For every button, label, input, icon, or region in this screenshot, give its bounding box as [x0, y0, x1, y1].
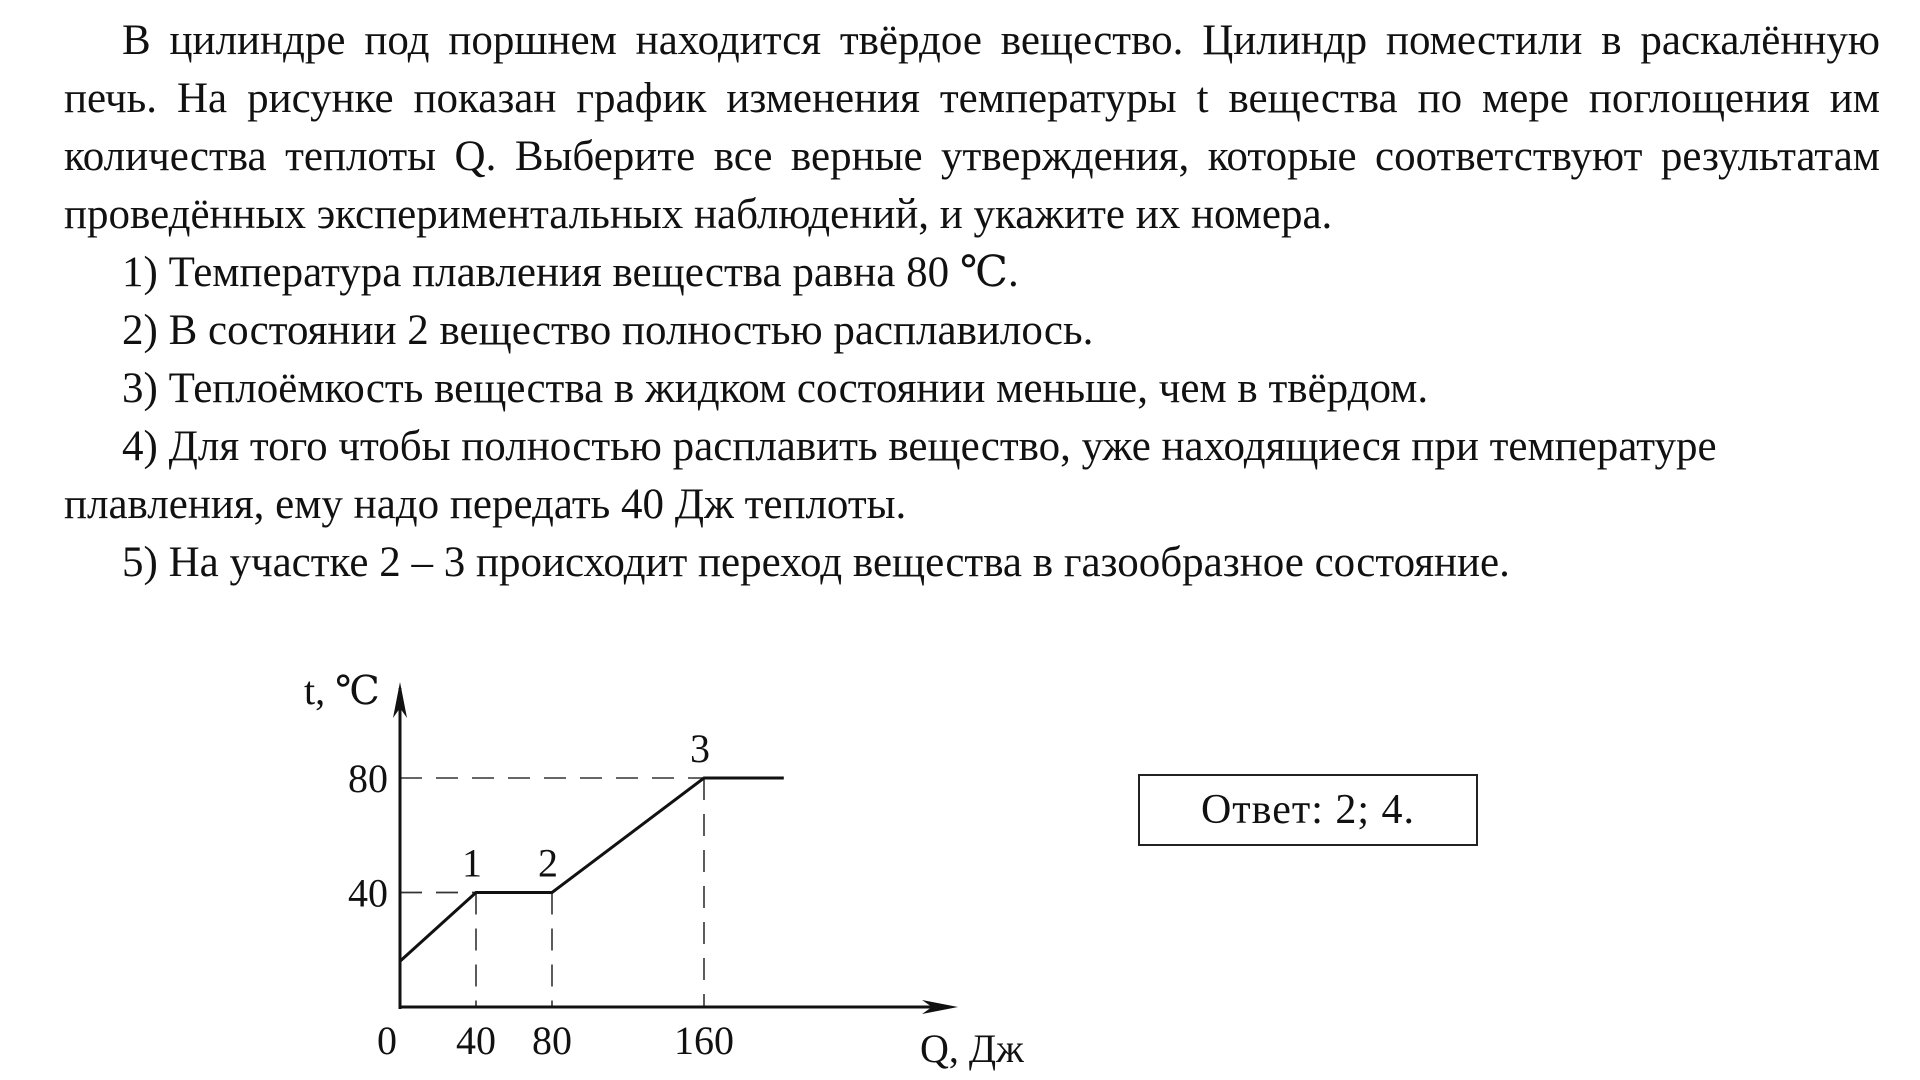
x-tick-label-0: 0	[377, 1018, 397, 1063]
x-axis-label: Q, Дж	[920, 1026, 1024, 1071]
option-1: 1) Температура плавления вещества равна 80 ℃.	[122, 249, 1019, 296]
answer-value: 2; 4.	[1335, 787, 1416, 833]
series-line	[400, 778, 784, 961]
option-4: 4) Для того чтобы полностью расплавить вещество, уже находящиеся при температуре плавления, ему надо передать 40 Дж теплоты.	[64, 423, 1717, 528]
point-label-3: 3	[690, 726, 710, 771]
y-tick-label-1: 80	[348, 756, 388, 801]
x-tick-label-2: 80	[532, 1018, 572, 1063]
x-tick-label-3: 160	[674, 1018, 734, 1063]
point-label-1: 1	[462, 840, 482, 886]
option-2: 2) В состоянии 2 вещество полностью расплавилось.	[122, 307, 1094, 354]
problem-statement: В цилиндре под поршнем находится твёрдое вещество. Цилиндр поместили в раскалённую печь. На рисунке показан график изменения температуры t вещества по мере поглощения им количества теплоты Q. Выберите все верные утверждения, которые соответствуют результатам проведённых экспериментальных наблюдений, и укажите их номера.	[64, 17, 1880, 238]
option-5: 5) На участке 2 – 3 происходит переход вещества в газообразное состояние.	[122, 539, 1510, 586]
answer-box	[1138, 774, 1478, 846]
answer-label: Ответ:	[1200, 787, 1324, 833]
y-tick-label-0: 40	[348, 870, 388, 916]
point-label-2: 2	[538, 840, 558, 886]
option-3: 3) Теплоёмкость вещества в жидком состоянии меньше, чем в твёрдом.	[122, 365, 1429, 412]
y-axis-label: t, ℃	[304, 668, 380, 713]
point-labels	[462, 726, 710, 886]
x-tick-label-1: 40	[456, 1018, 496, 1063]
tick-labels	[348, 756, 734, 1063]
